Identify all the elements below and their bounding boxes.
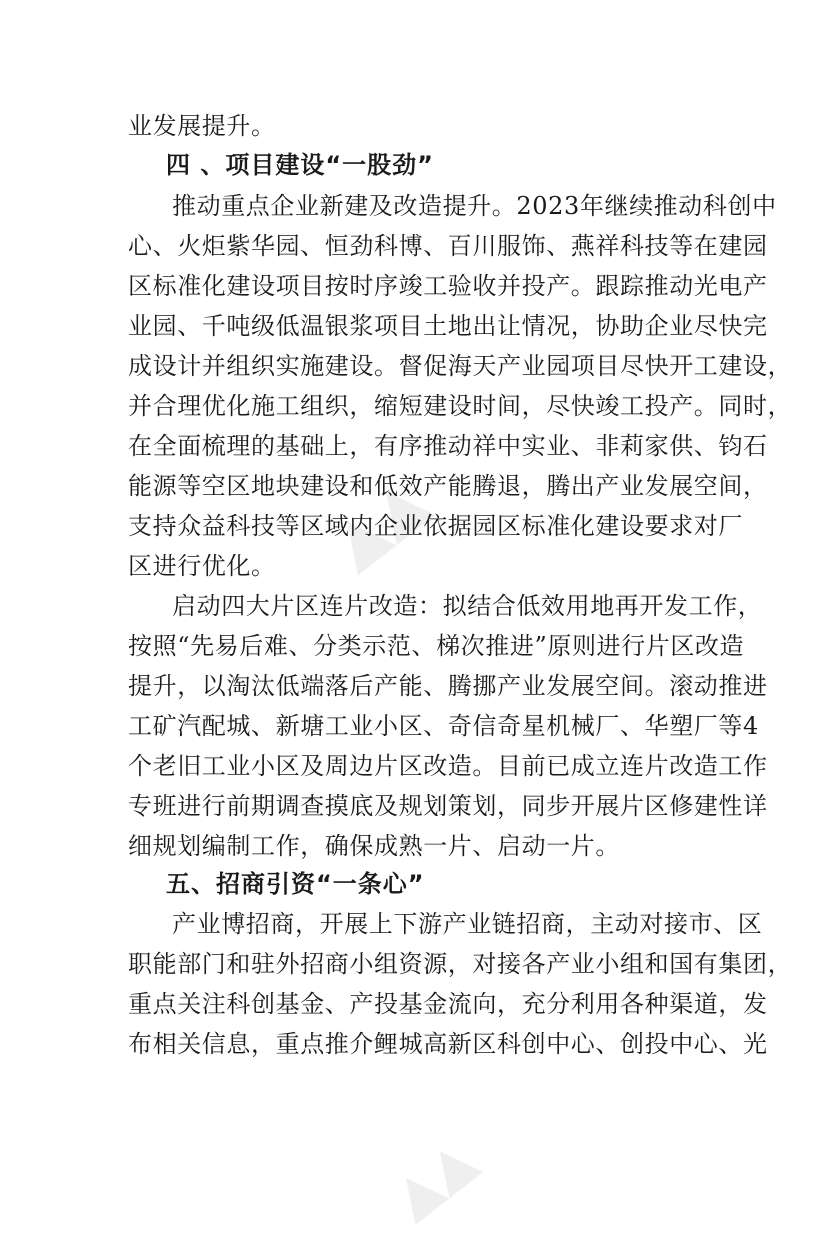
section4-para2-line: 细规划编制工作，确保成熟一片、启动一片。 [128,832,620,860]
section4-para1-line: 支持众益科技等区域内企业依据园区标准化建设要求对厂 [128,512,743,540]
section4-para1-line: 在全面梳理的基础上，有序推动祥中实业、非莉家供、钧石 [128,432,768,460]
section5-para1-line: 布相关信息，重点推介鲤城高新区科创中心、创投中心、光 [128,1030,768,1058]
section4-para1-line: 成设计并组织实施建设。督促海天产业园项目尽快开工建设， [128,352,793,380]
section4-para2-line: 启动四大片区连片改造：拟结合低效用地再开发工作， [172,592,763,620]
section4-para1-line: 心、火炬紫华园、恒劲科博、百川服饰、燕祥科技等在建园 [128,232,768,260]
section4-para1-line: 区进行优化。 [128,552,276,580]
section5-para1-line: 职能部门和驻外招商小组资源，对接各产业小组和国有集团， [128,950,793,978]
section4-para1-line: 推动重点企业新建及改造提升。2023年继续推动科创中 [172,192,777,220]
section4-para1-line: 能源等空区地块建设和低效产能腾退，腾出产业发展空间， [128,472,768,500]
intro-tail-line: 业发展提升。 [128,112,276,140]
section4-para2-line: 专班进行前期调查摸底及规划策划，同步开展片区修建性详 [128,792,768,820]
section4-para2-line: 个老旧工业小区及周边片区改造。目前已成立连片改造工作 [128,752,768,780]
section4-para1-line: 并合理优化施工组织，缩短建设时间，尽快竣工投产。同时， [128,392,793,420]
section4-heading: 四 、项目建设“一股劲” [166,151,434,179]
section5-heading: 五、招商引资“一条心” [166,870,425,898]
section4-para1-line: 区标准化建设项目按时序竣工验收并投产。跟踪推动光电产 [128,272,768,300]
section4-para2-line: 按照“先易后难、分类示范、梯次推进”原则进行片区改造 [128,632,745,660]
section4-para2-line: 提升，以淘汰低端落后产能、腾挪产业发展空间。滚动推进 [128,672,768,700]
section4-para1-line: 业园、千吨级低温银浆项目土地出让情况，协助企业尽快完 [128,312,768,340]
section5-para1-line: 重点关注科创基金、产投基金流向，充分利用各种渠道，发 [128,990,768,1018]
watermark: ▲▲ [317,462,441,582]
section5-para1-line: 产业博招商，开展上下游产业链招商，主动对接市、区 [172,910,763,938]
section4-para2-line: 工矿汽配城、新塘工业小区、奇信奇星机械厂、华塑厂等4 [128,712,759,740]
watermark-bottom: ▲▲ [379,1126,488,1231]
